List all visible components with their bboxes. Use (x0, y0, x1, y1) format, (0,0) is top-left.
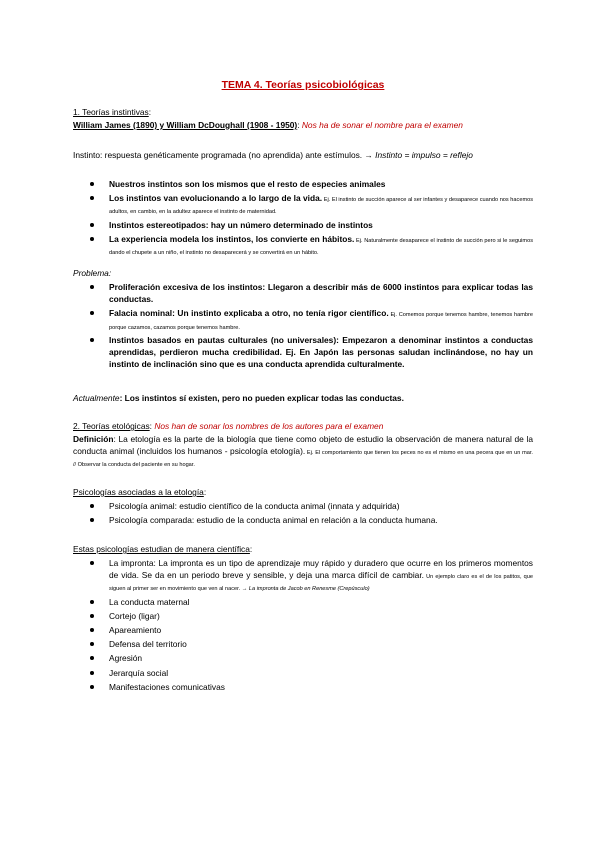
currently-text: : Los instintos sí existen, pero no pueden explicar todas las conductas. (119, 393, 404, 403)
psychologies-list (73, 500, 533, 528)
problem-bullet-list (73, 281, 533, 372)
psychologies-heading: Psicologías asociadas a la etología: (73, 487, 207, 497)
list-item: La experiencia modela los instintos, los convierte en hábitos. Ej. Naturalmente desaparece el instinto de succión pero si le seguimos dando el chupete a un niño, el instinto no desaparecerá y se convertirá en un hábito. (73, 233, 533, 257)
section-1-title: 1. Teorías instintivas (73, 107, 149, 117)
list-item: Falacia nominal: Un instinto explicaba a otro, no tenía rigor científico. Ej. Comemos porque tenemos hambre, tenemos hambre porque cazamos, cazamos porque tenemos hambre. (73, 307, 533, 331)
list-item: Agresión (73, 652, 533, 664)
definition-text: : La etología es la parte de la biología que tiene como objeto de estudio la observación de manera natural de la conducta animal (incluidos los humanos - psicología etología). (73, 434, 533, 457)
list-item: Defensa del territorio (73, 638, 533, 650)
currently-label: Actualmente (73, 393, 120, 403)
list-item: Los instintos van evolucionando a lo largo de la vida. Ej. El instinto de succión aparece al ser infantes y desaparece cuando nos hacemos adultos, en cambio, en la adultez aparece el instinto de maternidad. (73, 192, 533, 216)
instinct-definition (73, 149, 533, 161)
currently-line (73, 392, 533, 404)
list-item: Manifestaciones comunicativas (73, 681, 533, 693)
instinct-formula: → Instinto = impulso = reflejo (362, 150, 473, 160)
list-item: La conducta maternal (73, 596, 533, 608)
section-2-note: Nos han de sonar los nombres de los autores para el examen (154, 421, 384, 431)
authors-names: William James (1890) y William DcDoughall (1908 - 1950) (73, 120, 298, 130)
list-item: Proliferación excesiva de los instintos: Llegaron a describir más de 6000 instintos para explicar todas las conductas. (73, 281, 533, 305)
page-title: TEMA 4. Teorías psicobiológicas (221, 79, 385, 91)
list-item: Psicología animal: estudio científico de la conducta animal (innata y adquirida) (73, 500, 533, 512)
list-item: Psicología comparada: estudio de la conducta animal en relación a la conducta humana. (73, 514, 533, 526)
list-item: Nuestros instintos son los mismos que el resto de especies animales (73, 178, 533, 190)
list-item: Jerarquía social (73, 667, 533, 679)
definition-note: Ej. El comportamiento que tienen los peces no es el mismo en una pecera que en un mar. // Observar la conducta del paciente en su hogar. (73, 450, 533, 469)
section-1-authors: William James (1890) y William DcDoughall (1908 - 1950): Nos ha de sonar el nombre para el examen (73, 120, 463, 130)
section-2-title: 2. Teorías etológicas (73, 421, 150, 431)
section-1-heading: 1. Teorías instintivas: (73, 107, 152, 117)
definition-label: Definición (73, 434, 114, 444)
study-heading: Estas psicologías estudian de manera científica: (73, 544, 253, 554)
section-2-heading: 2. Teorías etológicas: Nos han de sonar los nombres de los autores para el examen (73, 421, 384, 431)
list-item: Instintos estereotipados: hay un número determinado de instintos (73, 219, 533, 231)
list-item: La impronta: La impronta es un tipo de aprendizaje muy rápido y duradero que ocurre en los primeros momentos de vida. Se da en un periodo breve y sensible, y deja una marca difícil de cambiar. Un ejemplo claro es el de los patitos, que siguen al primer ser en movimiento que ven al nacer. → La impronta de Jacob en Renesme (Crepúsculo) (73, 557, 533, 594)
problem-label: Problema: (73, 268, 112, 278)
list-item: Apareamiento (73, 624, 533, 636)
instinct-text: : respuesta genéticamente programada (no aprendida) ante estímulos. (100, 150, 363, 160)
authors-note: Nos ha de sonar el nombre para el examen (301, 120, 463, 130)
list-item: Cortejo (ligar) (73, 610, 533, 622)
study-list (73, 557, 533, 695)
ethology-definition (73, 433, 533, 470)
instinct-bullet-list (73, 178, 533, 259)
list-item: Instintos basados en pautas culturales (no universales): Empezaron a denominar instintos a conductas aprendidas, perdieron mucha credibilidad. Ej. En Japón las personas saludan inclinándose, no hay un instinto de inclinación sino que es una conducta aprendida culturalmente. (73, 334, 533, 371)
instinct-label: Instinto (73, 150, 101, 160)
